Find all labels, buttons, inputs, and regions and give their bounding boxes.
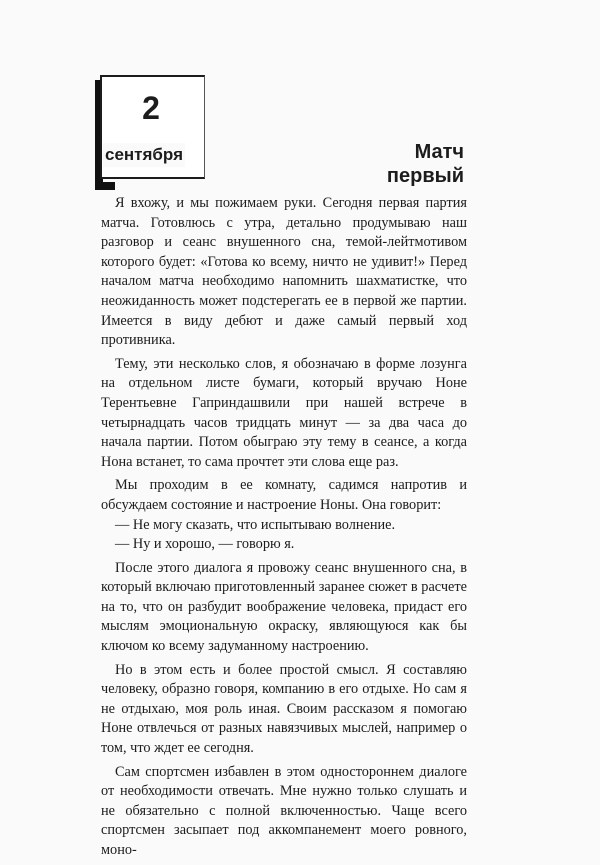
date-month: сентября (103, 143, 185, 167)
paragraph: Тему, эти несколько слов, я обозначаю в форме лозунга на отдельном листе бумаги, который вручаю Ноне Терентьевне Гаприндашвили при нашей встрече в четырнадцать часов тридцать минут — за два часа до начала партии. Потом обыграю эту тему в сеансе, а когда Нона встанет, то сама прочтет эти слова еще раз. (101, 355, 467, 470)
dialogue-line: — Ну и хорошо, — говорю я. (115, 536, 295, 553)
date-day: 2 (142, 90, 160, 126)
paragraph: Сам спортсмен избавлен в этом одностороннем диалоге от необходимости отвечать. Мне нужно только слушать и не обязательно с полной включенностью. Чаще всего спортсмен засыпает под аккомпанемент моего ровного, моно- (101, 763, 467, 858)
paragraph: Я вхожу, и мы пожимаем руки. Сегодня первая партия матча. Готовлюсь с утра, детально продумываю наш разговор и сеанс внушенного сна, темой-лейтмотивом которого будет: «Готова ко всему, ничто не удивит!» Перед началом матча необходимо напомнить шахматистке, что неожиданность может подстерегать ее в первой же партии. Имеется в виду дебют и даже самый первый ход противника. (101, 195, 467, 349)
paragraph: После этого диалога я провожу сеанс внушенного сна, в который включаю приготовленный заранее сюжет в расчете на то, что он разбудит воображение человека, придаст его мыслям эмоциональную окраску, являющуюся как бы ключом ко всему задуманному настроению. (101, 559, 467, 655)
body-text (101, 194, 467, 865)
dialogue-line: — Не могу сказать, что испытываю волнение. (115, 516, 396, 533)
chapter-title-line2: первый (386, 165, 464, 187)
paragraph: Мы проходим в ее комнату, садимся напротив и обсуждаем состояние и настроение Ноны. Она говорит: (101, 477, 467, 513)
chapter-title-line1: Матч (414, 141, 464, 163)
chapter-title (387, 140, 464, 188)
paragraph: Но в этом есть и более простой смысл. Я составляю человеку, образно говоря, компанию в его отдыхе. Но сам я не отдыхаю, моя роль иная. Своим рассказом я помогаю Ноне отвлечься от разных навязчивых мыслей, например о том, что ждет ее сегодня. (101, 661, 467, 757)
date-box-shadow-bottom (95, 182, 115, 190)
